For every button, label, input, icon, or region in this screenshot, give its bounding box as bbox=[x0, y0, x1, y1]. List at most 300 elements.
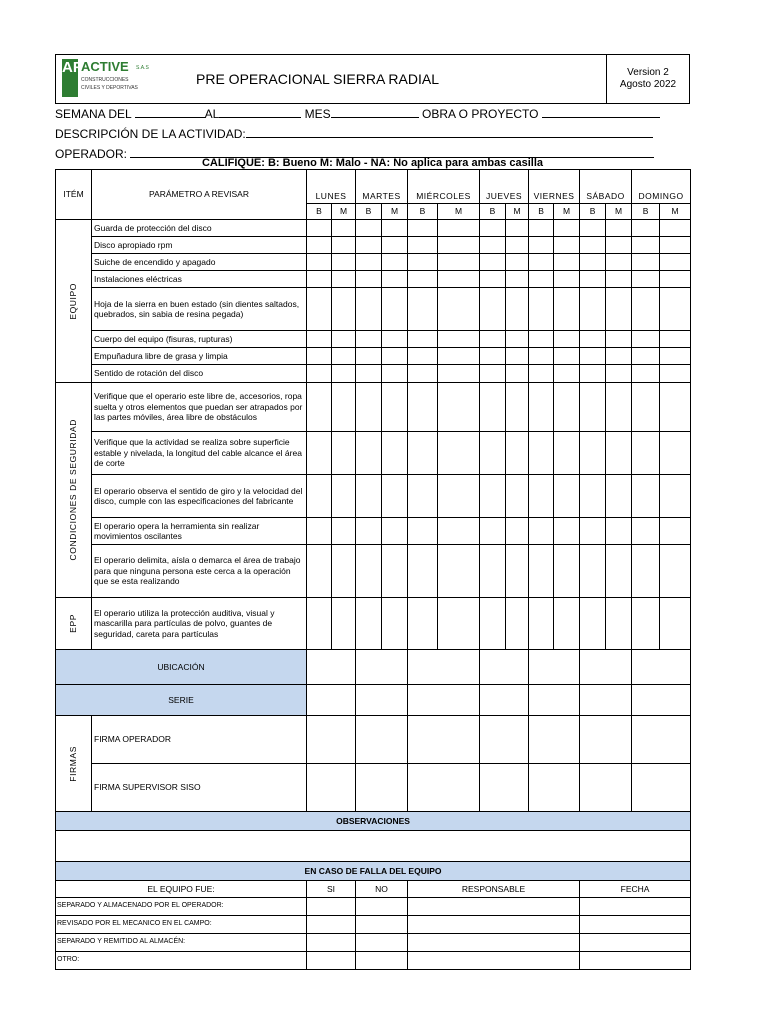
check-cell[interactable] bbox=[529, 254, 554, 271]
check-cell[interactable] bbox=[438, 598, 480, 650]
value-cell[interactable] bbox=[307, 650, 356, 685]
check-cell[interactable] bbox=[580, 271, 606, 288]
fecha-cell[interactable] bbox=[580, 916, 691, 934]
check-cell[interactable] bbox=[307, 475, 332, 518]
check-cell[interactable] bbox=[408, 271, 438, 288]
parameter-label: Hoja de la sierra en buen estado (sin dientes saltados, quebrados, sin sabia de resina pegada) bbox=[92, 288, 307, 331]
check-cell[interactable] bbox=[307, 598, 332, 650]
check-cell[interactable] bbox=[580, 518, 606, 545]
value-cell[interactable] bbox=[356, 685, 408, 716]
check-cell[interactable] bbox=[438, 237, 480, 254]
table-row bbox=[56, 254, 691, 271]
check-cell[interactable] bbox=[408, 220, 438, 237]
check-cell[interactable] bbox=[660, 348, 691, 365]
check-cell[interactable] bbox=[554, 432, 580, 475]
check-cell[interactable] bbox=[438, 432, 480, 475]
si-header: SI bbox=[307, 881, 356, 898]
value-cell[interactable] bbox=[529, 685, 580, 716]
check-cell[interactable] bbox=[332, 432, 356, 475]
no-cell[interactable] bbox=[356, 916, 408, 934]
check-cell[interactable] bbox=[660, 331, 691, 348]
check-cell[interactable] bbox=[408, 383, 438, 432]
check-cell[interactable] bbox=[529, 331, 554, 348]
check-cell[interactable] bbox=[382, 365, 408, 383]
day-header: LUNES bbox=[307, 170, 356, 204]
check-cell[interactable] bbox=[580, 220, 606, 237]
signature-cell[interactable] bbox=[356, 716, 408, 764]
check-cell[interactable] bbox=[529, 220, 554, 237]
fecha-cell[interactable] bbox=[580, 898, 691, 916]
check-cell[interactable] bbox=[332, 348, 356, 365]
check-cell[interactable] bbox=[307, 271, 332, 288]
check-cell[interactable] bbox=[438, 331, 480, 348]
check-cell[interactable] bbox=[438, 254, 480, 271]
check-cell[interactable] bbox=[307, 220, 332, 237]
falla-row bbox=[56, 952, 691, 970]
check-cell[interactable] bbox=[506, 348, 529, 365]
check-cell[interactable] bbox=[408, 432, 438, 475]
check-cell[interactable] bbox=[632, 518, 660, 545]
table-row bbox=[56, 365, 691, 383]
check-cell[interactable] bbox=[480, 348, 506, 365]
value-cell[interactable] bbox=[632, 685, 691, 716]
m-header: M bbox=[606, 204, 632, 220]
check-cell[interactable] bbox=[408, 475, 438, 518]
table-row bbox=[56, 518, 691, 545]
check-cell[interactable] bbox=[356, 475, 382, 518]
falla-row-label: SEPARADO Y REMITIDO AL ALMACÉN: bbox=[56, 934, 307, 952]
check-cell[interactable] bbox=[580, 331, 606, 348]
check-cell[interactable] bbox=[660, 518, 691, 545]
check-cell[interactable] bbox=[332, 220, 356, 237]
si-cell[interactable] bbox=[307, 934, 356, 952]
check-cell[interactable] bbox=[554, 545, 580, 598]
check-cell[interactable] bbox=[307, 545, 332, 598]
signature-cell[interactable] bbox=[632, 764, 691, 812]
b-header: B bbox=[408, 204, 438, 220]
check-cell[interactable] bbox=[632, 545, 660, 598]
check-cell[interactable] bbox=[382, 432, 408, 475]
responsable-cell[interactable] bbox=[408, 916, 580, 934]
check-cell[interactable] bbox=[356, 220, 382, 237]
no-cell[interactable] bbox=[356, 898, 408, 916]
check-cell[interactable] bbox=[529, 475, 554, 518]
check-cell[interactable] bbox=[506, 331, 529, 348]
check-cell[interactable] bbox=[438, 220, 480, 237]
no-cell[interactable] bbox=[356, 934, 408, 952]
check-cell[interactable] bbox=[332, 475, 356, 518]
check-cell[interactable] bbox=[382, 331, 408, 348]
check-cell[interactable] bbox=[632, 348, 660, 365]
check-cell[interactable] bbox=[660, 288, 691, 331]
signature-cell[interactable] bbox=[408, 764, 480, 812]
check-cell[interactable] bbox=[307, 348, 332, 365]
check-cell[interactable] bbox=[480, 383, 506, 432]
check-cell[interactable] bbox=[660, 220, 691, 237]
check-cell[interactable] bbox=[506, 237, 529, 254]
check-cell[interactable] bbox=[408, 518, 438, 545]
header-table bbox=[55, 54, 690, 104]
table-row bbox=[56, 545, 691, 598]
check-cell[interactable] bbox=[382, 288, 408, 331]
table-row bbox=[56, 288, 691, 331]
responsable-header: RESPONSABLE bbox=[408, 881, 580, 898]
responsable-cell[interactable] bbox=[408, 898, 580, 916]
check-cell[interactable] bbox=[554, 254, 580, 271]
responsable-cell[interactable] bbox=[408, 952, 580, 970]
check-cell[interactable] bbox=[356, 271, 382, 288]
check-cell[interactable] bbox=[332, 383, 356, 432]
parameter-label: Verifique que la actividad se realiza sobre superficie estable y nivelada, la longitud del cable alcance el área de corte bbox=[92, 432, 307, 475]
signature-cell[interactable] bbox=[632, 716, 691, 764]
check-cell[interactable] bbox=[606, 518, 632, 545]
m-header: M bbox=[332, 204, 356, 220]
week-to-field[interactable] bbox=[219, 106, 301, 118]
check-cell[interactable] bbox=[480, 288, 506, 331]
week-from-field[interactable] bbox=[135, 106, 205, 118]
check-cell[interactable] bbox=[408, 348, 438, 365]
falla-row-label: OTRO: bbox=[56, 952, 307, 970]
check-cell[interactable] bbox=[332, 545, 356, 598]
signature-cell[interactable] bbox=[307, 764, 356, 812]
check-cell[interactable] bbox=[606, 475, 632, 518]
check-cell[interactable] bbox=[356, 237, 382, 254]
check-cell[interactable] bbox=[438, 383, 480, 432]
check-cell[interactable] bbox=[580, 254, 606, 271]
check-cell[interactable] bbox=[632, 288, 660, 331]
check-cell[interactable] bbox=[554, 288, 580, 331]
check-cell[interactable] bbox=[632, 432, 660, 475]
section-label: EQUIPO bbox=[56, 220, 92, 383]
check-cell[interactable] bbox=[356, 383, 382, 432]
check-cell[interactable] bbox=[307, 432, 332, 475]
falla-row bbox=[56, 916, 691, 934]
check-cell[interactable] bbox=[580, 288, 606, 331]
check-cell[interactable] bbox=[356, 254, 382, 271]
check-cell[interactable] bbox=[660, 254, 691, 271]
check-cell[interactable] bbox=[580, 475, 606, 518]
check-cell[interactable] bbox=[382, 518, 408, 545]
check-cell[interactable] bbox=[356, 545, 382, 598]
fecha-cell[interactable] bbox=[580, 952, 691, 970]
check-cell[interactable] bbox=[332, 271, 356, 288]
check-cell[interactable] bbox=[632, 271, 660, 288]
signature-cell[interactable] bbox=[580, 716, 632, 764]
check-cell[interactable] bbox=[356, 518, 382, 545]
check-cell[interactable] bbox=[529, 237, 554, 254]
item-header: ITÉM bbox=[56, 170, 92, 220]
check-cell[interactable] bbox=[554, 237, 580, 254]
value-cell[interactable] bbox=[529, 650, 580, 685]
check-cell[interactable] bbox=[356, 598, 382, 650]
firma-operador-label: FIRMA OPERADOR bbox=[92, 716, 307, 764]
check-cell[interactable] bbox=[529, 432, 554, 475]
check-cell[interactable] bbox=[332, 365, 356, 383]
signature-cell[interactable] bbox=[529, 716, 580, 764]
value-cell[interactable] bbox=[632, 650, 691, 685]
check-cell[interactable] bbox=[606, 254, 632, 271]
ubicacion-label: UBICACIÓN bbox=[56, 650, 307, 685]
check-cell[interactable] bbox=[382, 254, 408, 271]
check-cell[interactable] bbox=[408, 254, 438, 271]
signature-cell[interactable] bbox=[480, 764, 529, 812]
activity-line: DESCRIPCIÓN DE LA ACTIVIDAD: bbox=[55, 126, 653, 141]
project-field[interactable] bbox=[542, 106, 660, 118]
month-field[interactable] bbox=[331, 106, 419, 118]
check-cell[interactable] bbox=[580, 598, 606, 650]
check-cell[interactable] bbox=[632, 365, 660, 383]
check-cell[interactable] bbox=[438, 518, 480, 545]
check-cell[interactable] bbox=[506, 271, 529, 288]
check-cell[interactable] bbox=[438, 365, 480, 383]
signature-cell[interactable] bbox=[408, 716, 480, 764]
check-cell[interactable] bbox=[632, 475, 660, 518]
check-cell[interactable] bbox=[554, 598, 580, 650]
b-header: B bbox=[356, 204, 382, 220]
section-label: EPP bbox=[56, 598, 92, 650]
m-header: M bbox=[554, 204, 580, 220]
check-cell[interactable] bbox=[580, 237, 606, 254]
check-cell[interactable] bbox=[356, 331, 382, 348]
check-cell[interactable] bbox=[632, 383, 660, 432]
table-row bbox=[56, 348, 691, 365]
check-cell[interactable] bbox=[632, 254, 660, 271]
table-row bbox=[56, 475, 691, 518]
observaciones-field[interactable] bbox=[56, 831, 691, 862]
logo-mark: AR bbox=[62, 59, 78, 97]
check-cell[interactable] bbox=[580, 348, 606, 365]
parameter-label: Cuerpo del equipo (fisuras, rupturas) bbox=[92, 331, 307, 348]
check-cell[interactable] bbox=[506, 518, 529, 545]
check-cell[interactable] bbox=[580, 432, 606, 475]
check-cell[interactable] bbox=[408, 545, 438, 598]
b-header: B bbox=[529, 204, 554, 220]
check-cell[interactable] bbox=[660, 365, 691, 383]
check-cell[interactable] bbox=[356, 432, 382, 475]
check-cell[interactable] bbox=[554, 383, 580, 432]
parameter-label: Empuñadura libre de grasa y limpia bbox=[92, 348, 307, 365]
check-cell[interactable] bbox=[506, 545, 529, 598]
check-cell[interactable] bbox=[480, 518, 506, 545]
check-cell[interactable] bbox=[438, 288, 480, 331]
check-cell[interactable] bbox=[529, 598, 554, 650]
check-cell[interactable] bbox=[632, 220, 660, 237]
signature-cell[interactable] bbox=[529, 764, 580, 812]
check-cell[interactable] bbox=[529, 348, 554, 365]
si-cell[interactable] bbox=[307, 916, 356, 934]
table-row bbox=[56, 331, 691, 348]
check-cell[interactable] bbox=[632, 331, 660, 348]
check-cell[interactable] bbox=[606, 271, 632, 288]
check-cell[interactable] bbox=[408, 331, 438, 348]
check-cell[interactable] bbox=[529, 288, 554, 331]
check-cell[interactable] bbox=[554, 365, 580, 383]
no-header: NO bbox=[356, 881, 408, 898]
check-cell[interactable] bbox=[307, 331, 332, 348]
si-cell[interactable] bbox=[307, 898, 356, 916]
check-cell[interactable] bbox=[332, 331, 356, 348]
day-header: MIÉRCOLES bbox=[408, 170, 480, 204]
check-cell[interactable] bbox=[606, 237, 632, 254]
check-cell[interactable] bbox=[554, 220, 580, 237]
check-cell[interactable] bbox=[307, 365, 332, 383]
check-cell[interactable] bbox=[529, 518, 554, 545]
check-cell[interactable] bbox=[529, 545, 554, 598]
check-cell[interactable] bbox=[408, 288, 438, 331]
check-cell[interactable] bbox=[660, 598, 691, 650]
equipo-fue-header: EL EQUIPO FUE: bbox=[56, 881, 307, 898]
check-cell[interactable] bbox=[307, 288, 332, 331]
check-cell[interactable] bbox=[554, 348, 580, 365]
check-cell[interactable] bbox=[606, 383, 632, 432]
check-cell[interactable] bbox=[382, 598, 408, 650]
activity-field[interactable] bbox=[246, 126, 653, 138]
check-cell[interactable] bbox=[438, 348, 480, 365]
page-title: PRE OPERACIONAL SIERRA RADIAL bbox=[196, 55, 607, 104]
check-cell[interactable] bbox=[606, 365, 632, 383]
check-cell[interactable] bbox=[632, 237, 660, 254]
check-cell[interactable] bbox=[580, 383, 606, 432]
check-cell[interactable] bbox=[332, 518, 356, 545]
signature-cell[interactable] bbox=[307, 716, 356, 764]
check-cell[interactable] bbox=[480, 598, 506, 650]
check-cell[interactable] bbox=[606, 220, 632, 237]
check-cell[interactable] bbox=[382, 271, 408, 288]
check-cell[interactable] bbox=[506, 598, 529, 650]
check-cell[interactable] bbox=[307, 518, 332, 545]
check-cell[interactable] bbox=[554, 518, 580, 545]
check-cell[interactable] bbox=[506, 220, 529, 237]
check-cell[interactable] bbox=[356, 348, 382, 365]
check-cell[interactable] bbox=[529, 271, 554, 288]
check-cell[interactable] bbox=[438, 271, 480, 288]
check-cell[interactable] bbox=[408, 598, 438, 650]
no-cell[interactable] bbox=[356, 952, 408, 970]
table-row bbox=[56, 271, 691, 288]
check-cell[interactable] bbox=[660, 271, 691, 288]
check-cell[interactable] bbox=[382, 545, 408, 598]
check-cell[interactable] bbox=[580, 365, 606, 383]
check-cell[interactable] bbox=[307, 237, 332, 254]
check-cell[interactable] bbox=[506, 365, 529, 383]
check-cell[interactable] bbox=[332, 598, 356, 650]
check-cell[interactable] bbox=[529, 365, 554, 383]
check-cell[interactable] bbox=[554, 331, 580, 348]
check-cell[interactable] bbox=[606, 545, 632, 598]
check-cell[interactable] bbox=[480, 271, 506, 288]
operator-line: OPERADOR: bbox=[55, 146, 654, 161]
check-cell[interactable] bbox=[332, 237, 356, 254]
value-cell[interactable] bbox=[307, 685, 356, 716]
m-header: M bbox=[438, 204, 480, 220]
check-cell[interactable] bbox=[480, 237, 506, 254]
check-cell[interactable] bbox=[332, 288, 356, 331]
check-cell[interactable] bbox=[382, 383, 408, 432]
table-row bbox=[56, 598, 691, 650]
check-cell[interactable] bbox=[606, 348, 632, 365]
check-cell[interactable] bbox=[660, 383, 691, 432]
parameter-label: Suiche de encendido y apagado bbox=[92, 254, 307, 271]
check-cell[interactable] bbox=[480, 475, 506, 518]
check-cell[interactable] bbox=[506, 432, 529, 475]
check-cell[interactable] bbox=[660, 432, 691, 475]
check-cell[interactable] bbox=[506, 288, 529, 331]
firmas-label: FIRMAS bbox=[56, 716, 92, 812]
signature-cell[interactable] bbox=[356, 764, 408, 812]
check-cell[interactable] bbox=[480, 365, 506, 383]
value-cell[interactable] bbox=[408, 650, 480, 685]
value-cell[interactable] bbox=[580, 685, 632, 716]
check-cell[interactable] bbox=[307, 254, 332, 271]
check-cell[interactable] bbox=[506, 383, 529, 432]
value-cell[interactable] bbox=[408, 685, 480, 716]
check-cell[interactable] bbox=[332, 254, 356, 271]
parameter-label: Guarda de protección del disco bbox=[92, 220, 307, 237]
check-cell[interactable] bbox=[438, 475, 480, 518]
signature-cell[interactable] bbox=[480, 716, 529, 764]
value-cell[interactable] bbox=[356, 650, 408, 685]
check-cell[interactable] bbox=[480, 331, 506, 348]
param-header: PARÁMETRO A REVISAR bbox=[92, 170, 307, 220]
check-cell[interactable] bbox=[606, 331, 632, 348]
check-cell[interactable] bbox=[480, 432, 506, 475]
check-cell[interactable] bbox=[408, 365, 438, 383]
check-cell[interactable] bbox=[480, 545, 506, 598]
check-cell[interactable] bbox=[438, 545, 480, 598]
check-cell[interactable] bbox=[506, 475, 529, 518]
check-cell[interactable] bbox=[660, 475, 691, 518]
check-cell[interactable] bbox=[480, 220, 506, 237]
check-cell[interactable] bbox=[606, 432, 632, 475]
check-cell[interactable] bbox=[307, 383, 332, 432]
check-cell[interactable] bbox=[660, 545, 691, 598]
value-cell[interactable] bbox=[480, 685, 529, 716]
fecha-header: FECHA bbox=[580, 881, 691, 898]
check-cell[interactable] bbox=[506, 254, 529, 271]
value-cell[interactable] bbox=[580, 650, 632, 685]
check-cell[interactable] bbox=[382, 348, 408, 365]
responsable-cell[interactable] bbox=[408, 934, 580, 952]
check-cell[interactable] bbox=[606, 288, 632, 331]
day-header: SÁBADO bbox=[580, 170, 632, 204]
m-header: M bbox=[506, 204, 529, 220]
check-cell[interactable] bbox=[356, 365, 382, 383]
signature-cell[interactable] bbox=[580, 764, 632, 812]
value-cell[interactable] bbox=[480, 650, 529, 685]
m-header: M bbox=[660, 204, 691, 220]
check-cell[interactable] bbox=[408, 237, 438, 254]
serie-label: SERIE bbox=[56, 685, 307, 716]
check-cell[interactable] bbox=[606, 598, 632, 650]
check-cell[interactable] bbox=[580, 545, 606, 598]
si-cell[interactable] bbox=[307, 952, 356, 970]
logo-sas: S.A.S bbox=[136, 65, 149, 71]
check-cell[interactable] bbox=[356, 288, 382, 331]
check-cell[interactable] bbox=[382, 475, 408, 518]
check-cell[interactable] bbox=[554, 271, 580, 288]
check-cell[interactable] bbox=[529, 383, 554, 432]
fecha-cell[interactable] bbox=[580, 934, 691, 952]
version: Version 2 bbox=[627, 67, 669, 78]
check-cell[interactable] bbox=[554, 475, 580, 518]
check-cell[interactable] bbox=[660, 237, 691, 254]
check-cell[interactable] bbox=[382, 237, 408, 254]
check-cell[interactable] bbox=[382, 220, 408, 237]
check-cell[interactable] bbox=[632, 598, 660, 650]
check-cell[interactable] bbox=[480, 254, 506, 271]
parameter-label: Disco apropiado rpm bbox=[92, 237, 307, 254]
b-header: B bbox=[632, 204, 660, 220]
